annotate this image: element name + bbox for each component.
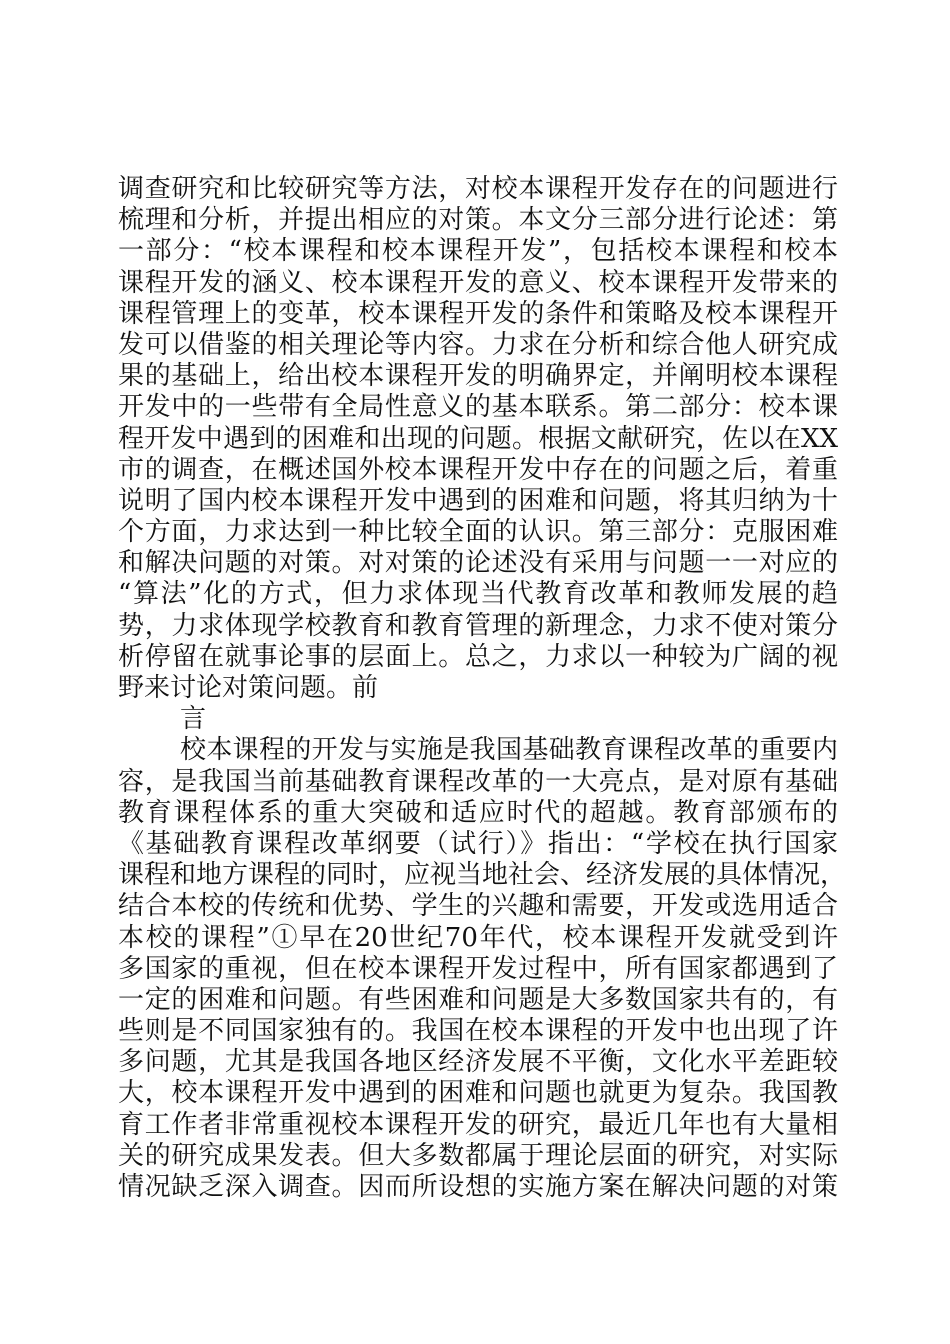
text-line: “算法”化的方式，但力求体现当代教育改革和教师发展的趋 xyxy=(118,579,838,610)
abstract-paragraph xyxy=(118,174,838,704)
text-line: 野来讨论对策问题。前 xyxy=(118,673,379,703)
text-line: 教育课程体系的重大突破和适应时代的超越。教育部颁布的 xyxy=(118,797,838,828)
intro-paragraph xyxy=(118,735,847,1203)
text-line: 育工作者非常重视校本课程开发的研究，最近几年也有大量相 xyxy=(118,1109,838,1140)
text-line: 析停留在就事论事的层面上。总之，力求以一种较为广阔的视 xyxy=(118,641,838,672)
text-line: 梳理和分析，并提出相应的对策。本文分三部分进行论述：第 xyxy=(118,205,838,236)
text-line: 本校的课程”①早在20世纪70年代，校本课程开发就受到许 xyxy=(118,922,838,953)
text-line: 校本课程的开发与实施是我国基础教育课程改革的重要内 xyxy=(180,735,838,766)
text-line: 容，是我国当前基础教育课程改革的一大亮点，是对原有基础 xyxy=(118,766,838,797)
text-line: 程开发中遇到的困难和出现的问题。根据文献研究，佐以在XX xyxy=(118,423,838,454)
text-line: 发可以借鉴的相关理论等内容。力求在分析和综合他人研究成 xyxy=(118,329,838,360)
text-line: 课程管理上的变革，校本课程开发的条件和策略及校本课程开 xyxy=(118,298,838,329)
text-line: 多问题，尤其是我国各地区经济发展不平衡，文化水平差距较 xyxy=(118,1047,838,1078)
text-line: 市的调查，在概述国外校本课程开发中存在的问题之后，着重 xyxy=(118,454,838,485)
text-line: 调查研究和比较研究等方法，对校本课程开发存在的问题进行 xyxy=(118,174,838,204)
text-line: 《基础教育课程改革纲要（试行）》指出：“学校在执行国家 xyxy=(118,828,838,859)
text-line: 和解决问题的对策。对对策的论述没有采用与问题一一对应的 xyxy=(118,548,838,579)
text-line: 多国家的重视，但在校本课程开发过程中，所有国家都遇到了 xyxy=(118,953,838,984)
text-line: 结合本校的传统和优势、学生的兴趣和需要，开发或选用适合 xyxy=(118,891,838,922)
section-heading: 言 xyxy=(180,704,207,735)
text-line: 个方面，力求达到一种比较全面的认识。第三部分：克服困难 xyxy=(118,517,838,548)
text-line: 课程和地方课程的同时，应视当地社会、经济发展的具体情况， xyxy=(118,860,847,891)
body-text xyxy=(118,174,847,1203)
text-line: 关的研究成果发表。但大多数都属于理论层面的研究，对实际 xyxy=(118,1140,838,1171)
text-line: 情况缺乏深入调查。因而所设想的实施方案在解决问题的对策 xyxy=(118,1172,838,1202)
text-line: 开发中的一些带有全局性意义的基本联系。第二部分：校本课 xyxy=(118,392,838,423)
text-line: 些则是不同国家独有的。我国在校本课程的开发中也出现了许 xyxy=(118,1016,838,1047)
text-line: 大，校本课程开发中遇到的困难和问题也就更为复杂。我国教 xyxy=(118,1078,838,1109)
text-line: 课程开发的涵义、校本课程开发的意义、校本课程开发带来的 xyxy=(118,267,838,298)
text-line: 一部分：“校本课程和校本课程开发”，包括校本课程和校本 xyxy=(118,236,838,267)
text-line: 一定的困难和问题。有些困难和问题是大多数国家共有的，有 xyxy=(118,984,838,1015)
text-line: 势，力求体现学校教育和教育管理的新理念，力求不使对策分 xyxy=(118,610,838,641)
text-line: 说明了国内校本课程开发中遇到的困难和问题，将其归纳为十 xyxy=(118,485,838,516)
text-line: 果的基础上，给出校本课程开发的明确界定，并阐明校本课程 xyxy=(118,361,838,392)
